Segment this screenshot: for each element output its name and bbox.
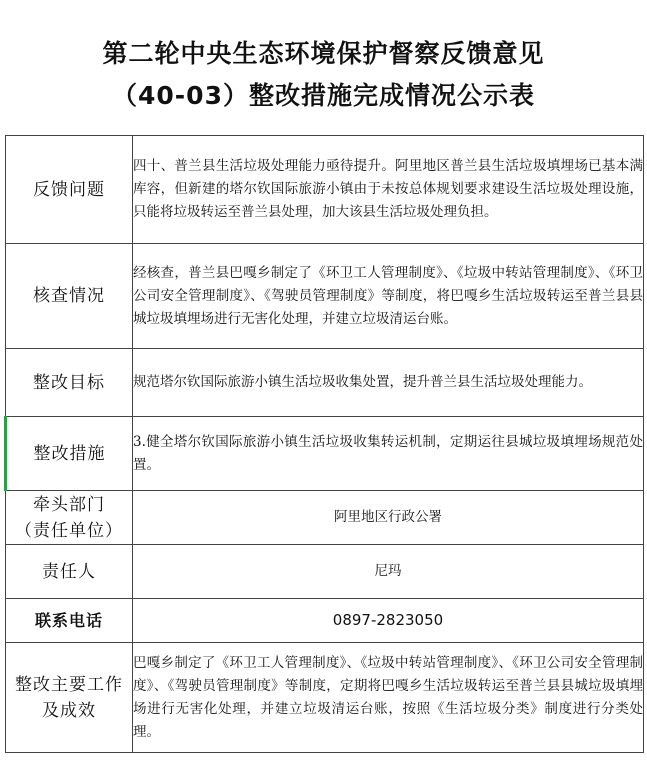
table-row <box>6 491 644 545</box>
row-content-responsible-person: 尼玛 <box>133 545 644 599</box>
row-content-contact-phone: 0897-2823050 <box>133 599 644 643</box>
row-label-measures[interactable]: 整改措施 <box>6 417 133 491</box>
main-work-label-line2: 及成效 <box>42 700 96 721</box>
row-content-feedback-issue: 四十、普兰县生活垃圾处理能力亟待提升。阿里地区普兰县生活垃圾填埋场已基本满库容，但新建的塔尔钦国际旅游小镇由于未按总体规划要求建设生活垃圾处理设施，只能将垃圾转运至普兰县处理，加大该县生活垃圾处理负担。 <box>133 136 644 244</box>
lead-department-label-line1: 牵头部门 <box>33 494 105 515</box>
row-content-lead-department: 阿里地区行政公署 <box>133 491 644 545</box>
table-row <box>6 545 644 599</box>
rectification-table <box>4 135 644 753</box>
row-content-main-work: 巴嘎乡制定了《环卫工人管理制度》、《垃圾中转站管理制度》、《环卫公司安全管理制度》、《驾驶员管理制度》等制度，定期将巴嘎乡生活垃圾转运至普兰县县城垃圾填埋场进行无害化处理，并建立垃圾清运台账，按照《生活垃圾分类》制度进行分类处理。 <box>133 643 644 753</box>
row-label-verification: 核查情况 <box>6 244 133 349</box>
row-label-responsible-person: 责任人 <box>6 545 133 599</box>
row-label-feedback-issue: 反馈问题 <box>6 136 133 244</box>
row-label-main-work <box>6 643 133 753</box>
row-content-measures: 3.健全塔尔钦国际旅游小镇生活垃圾收集转运机制，定期运往县城垃圾填埋场规范处置。 <box>133 417 644 491</box>
page-title-line2: （40-03）整改措施完成情况公示表 <box>112 81 535 110</box>
page-title-line1: 第二轮中央生态环境保护督察反馈意见 <box>102 39 545 68</box>
table-row <box>6 417 644 491</box>
title-block <box>0 0 647 135</box>
row-content-target: 规范塔尔钦国际旅游小镇生活垃圾收集处置，提升普兰县生活垃圾处理能力。 <box>133 349 644 417</box>
table-row <box>6 599 644 643</box>
row-label-lead-department <box>6 491 133 545</box>
table-row <box>6 244 644 349</box>
row-content-verification: 经核查，普兰县巴嘎乡制定了《环卫工人管理制度》、《垃圾中转站管理制度》、《环卫公司安全管理制度》、《驾驶员管理制度》等制度，将巴嘎乡生活垃圾转运至普兰县县城垃圾填埋场进行无害化处理，并建立垃圾清运台账。 <box>133 244 644 349</box>
table-row <box>6 643 644 753</box>
main-work-label-line1: 整改主要工作 <box>15 674 123 695</box>
row-label-contact-phone: 联系电话 <box>6 599 133 643</box>
table-row <box>6 349 644 417</box>
lead-department-label-line2: （责任单位） <box>15 520 123 541</box>
table-row <box>6 136 644 244</box>
row-label-target: 整改目标 <box>6 349 133 417</box>
